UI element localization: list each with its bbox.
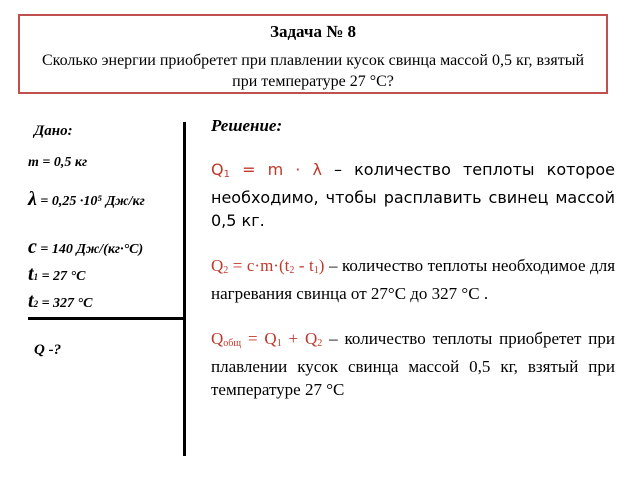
q2-symbol: Q xyxy=(211,256,224,275)
given-t1-value: = 27 °С xyxy=(38,269,86,284)
given-c-symbol: c xyxy=(28,236,37,258)
q1-sub: 1 xyxy=(223,169,230,180)
given-heat-capacity xyxy=(28,236,143,259)
qtotal-formula-a: = Q xyxy=(241,329,277,348)
solution xyxy=(211,116,615,423)
given-lambda-value: = 0,25 ·10⁵ Дж/кг xyxy=(36,194,145,209)
task-box xyxy=(18,14,608,94)
qtotal-sub-b: 2 xyxy=(317,338,323,349)
given-mass xyxy=(28,155,87,171)
task-text: Сколько энергии приобретет при плавлении кусок свинца массой 0,5 кг, взятый при температуре 27 °С? xyxy=(41,52,585,90)
given-c-value: = 140 Дж/(кг·°С) xyxy=(36,242,144,257)
q1-formula xyxy=(211,160,322,179)
solution-title: Решение: xyxy=(211,116,283,135)
qtotal-formula-b: + Q xyxy=(281,329,318,348)
given-lambda-symbol: λ xyxy=(28,188,37,210)
q2-text: – количество теплоты необходимое для нагревания свинца от 27°С до 327 °С . xyxy=(211,256,616,303)
qtotal-text: – количество теплоты приобретет при плавлении кусок свинца массой 0,5 кг, взятый при температуре 27 °С xyxy=(211,329,615,399)
qtotal-sub-a: 1 xyxy=(276,338,282,349)
given-mass-text: m = 0,5 кг xyxy=(28,155,88,170)
q2-sub-a: 2 xyxy=(289,265,295,276)
given-t1-sub: 1 xyxy=(33,272,39,282)
task-title: Задача № 8 xyxy=(269,22,357,41)
qtotal-sub: общ xyxy=(223,338,242,349)
q1-formula-rest: = m · λ xyxy=(229,160,322,179)
divider-horizontal xyxy=(28,317,185,320)
given-t2-sub: 2 xyxy=(33,299,39,309)
q2-sub: 2 xyxy=(223,265,229,276)
divider-vertical xyxy=(183,122,186,456)
given-t2-symbol: t xyxy=(28,290,34,312)
q2-formula-b: - t xyxy=(294,256,314,275)
solution-qtotal xyxy=(211,327,615,401)
q2-formula xyxy=(211,256,324,275)
question: Q -? xyxy=(34,342,62,358)
given-t2-value: = 327 °С xyxy=(38,296,93,311)
q2-sub-b: 1 xyxy=(313,265,319,276)
given-t1-symbol: t xyxy=(28,263,34,285)
qtotal-formula xyxy=(211,329,322,348)
q2-formula-c: ) xyxy=(318,256,325,275)
given-lambda xyxy=(28,188,145,211)
given-t1 xyxy=(28,263,85,286)
given-t2 xyxy=(28,290,92,313)
q1-text: – количество теплоты которое необходимо, чтобы расплавить свинец массой 0,5 кг. xyxy=(211,160,616,230)
q1-symbol: Q xyxy=(211,160,224,179)
q2-formula-a: = c·m·(t xyxy=(228,256,290,275)
solution-q1 xyxy=(211,158,615,232)
qtotal-symbol: Q xyxy=(211,329,224,348)
solution-q2 xyxy=(211,254,615,305)
given-title: Дано: xyxy=(34,123,73,139)
